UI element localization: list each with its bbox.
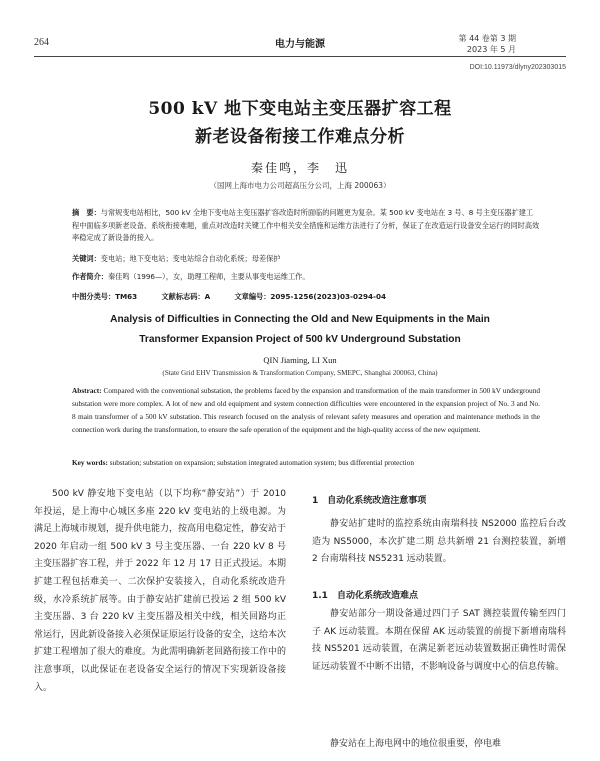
body-right-para1: [312, 516, 566, 569]
author-intro-text: 秦佳鸣（1996—），女，助理工程师，主要从事变电运维工作。: [107, 272, 310, 281]
volume-info: [459, 33, 516, 55]
document-code: 文献标志码：A: [161, 292, 211, 301]
abstract-cn-text: 与常规变电站相比，500 kV 全地下变电站主变压器扩容改造时所面临的问题更为复杂。某 500 kV 变电站在 3 号、8 号主变压器扩建工程中面临多项新老设备、系统衔接难题，重点对改造时关键工作中相关安全措施和运维方法进行了分析，保证了在改造运行设备安全运行的同时高效率稳定成了新设备的接入。: [72, 208, 540, 242]
body-right-para2: [312, 606, 566, 676]
title-en-line1: Analysis of Difficulties in Connecting the Old and New Equipments in the Main: [110, 314, 490, 325]
authors-en: QIN Jiaming, LI Xun: [263, 355, 337, 365]
volume-issue: 第 44 卷第 3 期: [458, 34, 516, 43]
title-en-line2: Transformer Expansion Project of 500 kV Underground Substation: [139, 334, 461, 345]
abstract-cn-label: 摘 要：: [72, 208, 101, 217]
body-left-column: [34, 486, 286, 697]
keywords-cn-text: 变电站；地下变电站；变电站综合自动化系统；母差保护: [100, 254, 281, 263]
journal-name: 电力与能源: [275, 39, 325, 50]
keywords-cn: [72, 253, 540, 266]
affiliation-cn: （国网上海市电力公司超高压分公司，上海 200063）: [209, 181, 391, 190]
keywords-cn-label: 关键词：: [72, 254, 101, 263]
body-paragraph: 静安站扩建时的监控系统由南瑞科技 NS2000 监控后台改造为 NS5000，本次扩建二期 总共新增 21 台测控装置，新增 2 台南瑞科技 NS5231 远动装置。: [312, 519, 566, 565]
body-paragraph: 500 kV 静安地下变电站（以下均称“静安站”）于 2010 年投运，是上海中心城区多座 220 kV 变电站的上级电源。为满足上海城市规划，提升供电能力，按高用电稳定性，静安站于 2020 年启动一组 500 kV 3 号主变压器、一台 220 kV 8 号主变压器扩容工程，并于 2022 年 12 月 17 日正式投运。本期扩建工程包括难美一、二次保护安装接入，自动化系统改造升级，水冷系统扩展等。由于静安站扩建前已投运 2 组 500 kV 主变压器、3 台 220 kV 主变压器及相关中线，相关回路均正常运行，因此新设备接入必须保证原运行设备的安全，这给本次扩建工程增加了很大的难度。为此需明确新老回路衔接工作中的注意事项，以此保证在老设备安全运行的情况下实现新设备接入。: [34, 489, 287, 693]
body-paragraph: 静安站在上海电网中的地位很重要，停电难: [330, 739, 502, 749]
abstract-en-text: Compared with the conventional substation, the problems faced by the expansion and transformation of the main transformer in 500 kV underground substation were more complex. A lot of new and old equipment and system connection difficulties were encountered in the expansion project of No. 3 and No. 8 main transformer of a 500 kV substation. This research focused on the analysis of relevant safety measures and operation and maintenance methods in the connection work during the transformation, to ensure the safe operation of the equipment and the high-quality access of the new equipment.: [72, 386, 540, 434]
title-cn-line2: 新老设备衔接工作难点分析: [195, 127, 405, 147]
body-paragraph: 静安站部分一期设备通过四门子 SAT 测控装置传输至四门子 AK 远动装置。本期在保留 AK 远动装置的前提下新增南瑞科技 NS5201 远动装置，在满足新老远动装置数据正确性时需保证远动装置不中断不出错，不影响设备与调度中心的信息传输。: [312, 609, 566, 672]
keywords-en-text: substation; substation on expansion; substation integrated automation system; bus differential protection: [109, 458, 414, 467]
abstract-en: [72, 384, 540, 436]
article-id: 文章编号：2095-1256(2023)03-0294-04: [234, 292, 386, 301]
header-rule: [34, 56, 566, 57]
title-cn-line1: 500 kV 地下变电站主变压器扩容工程: [148, 99, 452, 119]
section-heading-1: [312, 493, 566, 511]
classification-row: [72, 292, 540, 302]
doi: DOI:10.11973/dlyny202303015: [469, 64, 566, 71]
section-1-1-title: 1.1 自动化系统改造难点: [312, 591, 418, 601]
author-intro-label: 作者简介：: [72, 272, 108, 281]
keywords-en-label: Key words:: [72, 458, 108, 467]
abstract-en-label: Abstract:: [72, 386, 102, 395]
body-right-para3: [312, 736, 566, 754]
section-heading-1-1: [312, 588, 566, 606]
issue-date: 2023 年 5 月: [466, 45, 516, 54]
section-1-title: 1 自动化系统改造注意事项: [312, 496, 427, 506]
abstract-cn: [72, 207, 540, 245]
page-number: 264: [34, 37, 49, 48]
affiliation-en: (State Grid EHV Transmission & Transformation Company, SMEPC, Shanghai 200063, China): [162, 369, 438, 377]
author-intro: [72, 271, 540, 284]
clc-number: 中图分类号：TM63: [72, 292, 138, 301]
authors-cn: 秦佳鸣，李 迅: [250, 161, 349, 175]
keywords-en: [72, 458, 540, 467]
